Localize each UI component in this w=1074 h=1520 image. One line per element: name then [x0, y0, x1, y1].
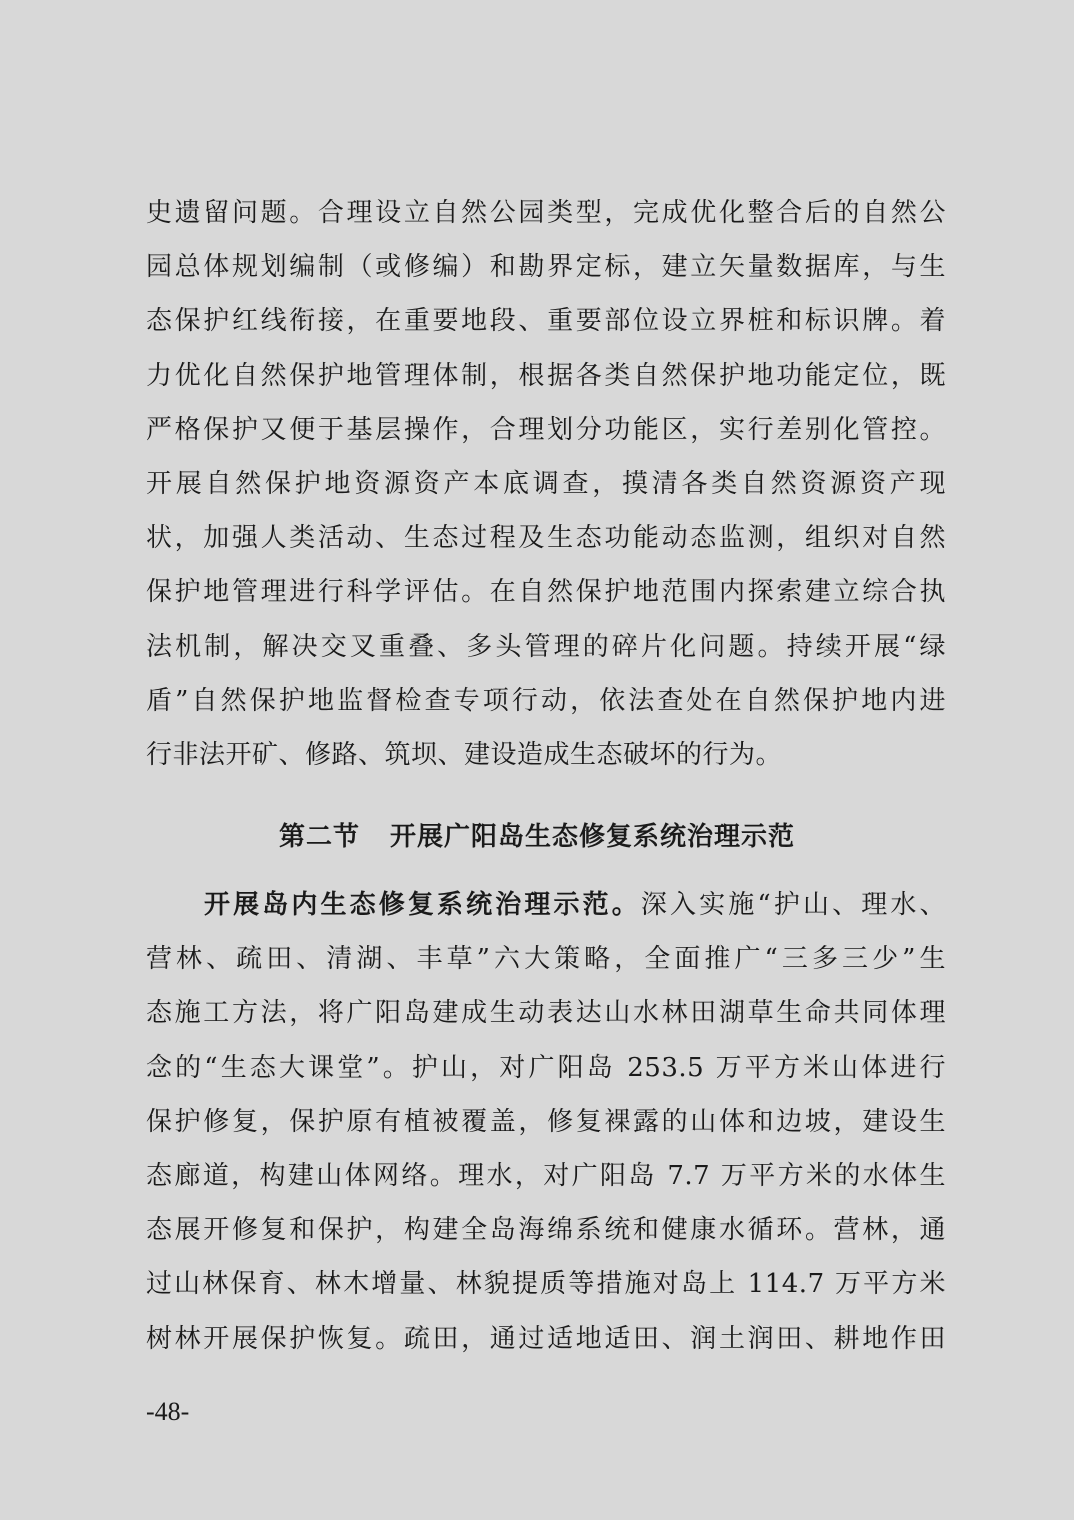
text-line: 史遗留问题。合理设立自然公园类型，完成优化整合后的自然公 [146, 198, 946, 228]
text-line: 园总体规划编制（或修编）和勘界定标，建立矢量数据库，与生 [146, 252, 946, 283]
section-title: 开展广阳岛生态修复系统治理示范 [390, 822, 796, 852]
text-line: 态保护红线衔接，在重要地段、重要部位设立界桩和标识牌。着 [146, 306, 946, 337]
text-line: 态廊道，构建山体网络。理水，对广阳岛 7.7 万平方米的水体生 [146, 1160, 946, 1191]
text-line: 营林、疏田、清湖、丰草”六大策略，全面推广“三多三少”生 [146, 944, 946, 975]
text-line: 保护修复，保护原有植被覆盖，修复裸露的山体和边坡，建设生 [146, 1106, 946, 1137]
text-line: 树林开展保护恢复。疏田，通过适地适田、润土润田、耕地作田 [146, 1323, 946, 1354]
paragraph-ecological-reserves [146, 186, 946, 782]
text-line: 保护地管理进行科学评估。在自然保护地范围内探索建立综合执 [146, 577, 946, 608]
text-line: 状，加强人类活动、生态过程及生态功能动态监测，组织对自然 [146, 523, 946, 554]
text-line: 念的“生态大课堂”。护山，对广阳岛 253.5 万平方米山体进行 [146, 1052, 946, 1083]
paragraph-lead-rest: 深入实施“护山、理水、 [640, 890, 946, 920]
text-line-first [146, 878, 946, 932]
section-number: 第二节 [278, 822, 360, 852]
paragraph-lead: 开展岛内生态修复系统治理示范。 [204, 890, 641, 920]
section-heading [0, 810, 1074, 864]
text-line: 行非法开矿、修路、筑坝、建设造成生态破坏的行为。 [146, 739, 783, 770]
page-number: -48- [146, 1397, 190, 1426]
text-line: 过山林保育、林木增量、林貌提质等措施对岛上 114.7 万平方米 [146, 1269, 946, 1300]
text-line: 态施工方法，将广阳岛建成生动表达山水林田湖草生命共同体理 [146, 998, 946, 1029]
text-line: 开展自然保护地资源资产本底调查，摸清各类自然资源资产现 [146, 468, 946, 499]
text-line: 盾”自然保护地监督检查专项行动，依法查处在自然保护地内进 [146, 685, 946, 716]
text-line: 法机制，解决交叉重叠、多头管理的碎片化问题。持续开展“绿 [146, 631, 946, 662]
text-line: 态展开修复和保护，构建全岛海绵系统和健康水循环。营林，通 [146, 1215, 946, 1246]
paragraph-guangyang-island [146, 878, 946, 1366]
text-line: 严格保护又便于基层操作，合理划分功能区，实行差别化管控。 [146, 414, 946, 445]
text-line: 力优化自然保护地管理体制，根据各类自然保护地功能定位，既 [146, 360, 946, 391]
